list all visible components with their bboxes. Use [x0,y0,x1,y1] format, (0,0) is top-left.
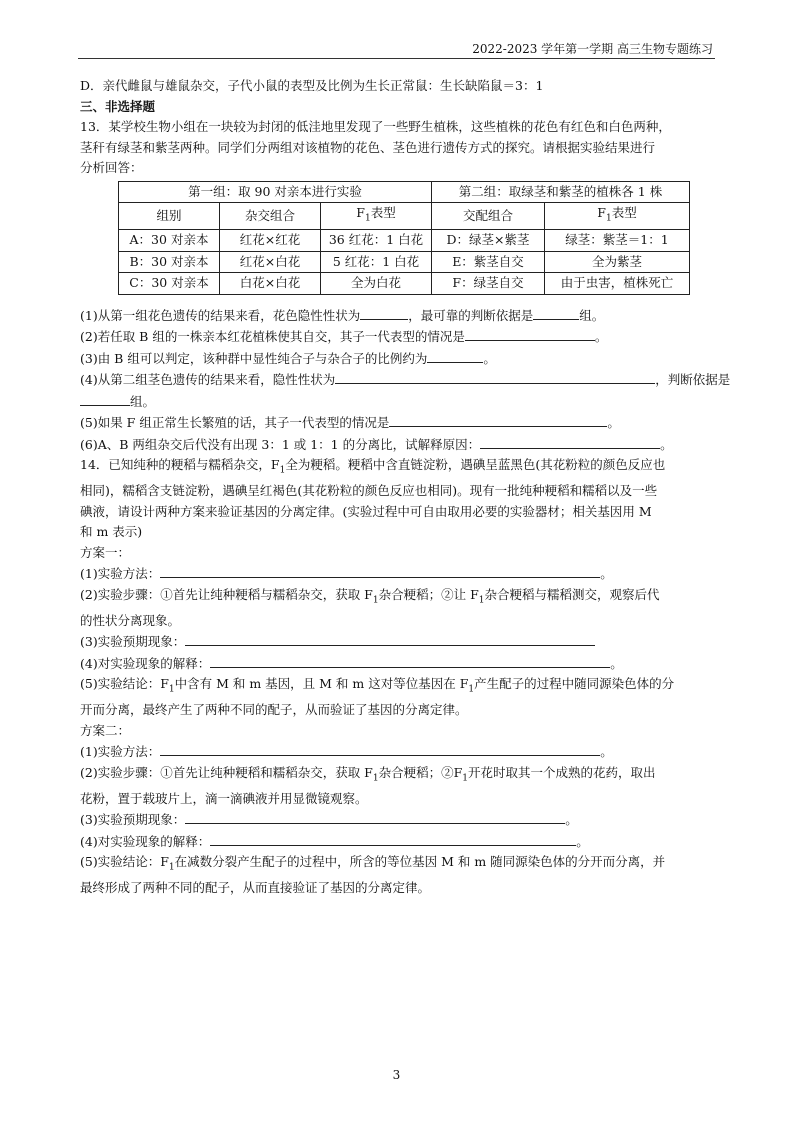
cell-cross: 红花×白花 [220,251,321,273]
answer-blank[interactable] [465,326,595,341]
answer-blank[interactable] [427,348,483,363]
plan1-steps-2: 的性状分离现象。 [80,612,181,628]
col-cross: 杂交组合 [220,203,321,230]
q13-intro-3: 分析回答： [80,160,143,175]
answer-blank[interactable] [480,434,660,449]
answer-blank[interactable] [210,831,576,846]
plan2-expect: (3)实验预期现象： 。 [80,809,720,831]
group2-title: 第二组：取绿茎和紫茎的植株各 1 株 [432,181,690,203]
cell-f1b: 由于虫害，植株死亡 [545,273,690,295]
q13-intro-2: 茎秆有绿茎和紫茎两种。同学们分两组对该植物的花色、茎色进行遗传方式的探究。请根据实验结果进行 [80,139,656,155]
answer-blank[interactable] [533,305,579,320]
plan2-conclusion-2: 最终形成了两种不同的配子，从而直接验证了基因的分离定律。 [80,880,431,895]
col-pair: 交配组合 [432,203,545,230]
section-title: 三、非选择题 [80,98,156,114]
table-row [119,230,690,252]
cell-f1b: 绿茎：紫茎＝1：1 [545,230,690,252]
cell-cross: 红花×红花 [220,230,321,252]
answer-blank[interactable] [210,653,610,668]
q13-intro-1: 13．某学校生物小组在一块较为封闭的低洼地里发现了一些野生植株，这些植株的花色有红色和白色两种， [80,119,671,134]
group1-title: 第一组：取 90 对亲本进行实验 [119,181,432,203]
plan1-conclusion-1: (5)实验结论：$F_1$中含有 M 和 m 基因，且 M 和 m 这对等位基因在 $F_1$产生配子的过程中随同源染色体的分 [80,676,675,695]
q13-part-2: (2)若任取 B 组的一株亲本红花植株使其自交，其子一代表型的情况是 。 [80,326,720,348]
q13-part-4: (4)从第二组茎色遗传的结果来看，隐性性状为 ，判断依据是 [80,369,720,391]
cell-group: C：30 对亲本 [119,273,220,295]
answer-blank[interactable] [185,809,565,824]
plan2-method: (1)实验方法： 。 [80,741,720,763]
plan2-title: 方案二： [80,722,131,738]
plan1-steps-1: (2)实验步骤：①首先让纯种粳稻与糯稻杂交，获取 $F_1$杂合粳稻；②让 $F_1$杂合粳稻与糯稻测交，观察后代 [80,586,660,605]
answer-blank[interactable] [335,369,655,384]
cell-f1: 5 红花：1 白花 [321,251,432,273]
answer-blank[interactable] [389,412,607,427]
answer-blank[interactable] [80,391,130,406]
q14-intro-1: 14．已知纯种的粳稻与糯稻杂交，$F_1$全为粳稻。粳稻中含直链淀粉，遇碘呈蓝黑色(其花粉粒的颜色反应也 [80,457,666,476]
cell-pair: F：绿茎自交 [432,273,545,295]
q13-part-4-cont: 组。 [80,391,720,413]
cell-f1: 36 红花：1 白花 [321,230,432,252]
document-body [80,76,731,899]
page-number: 3 [392,1068,401,1082]
col-f1b: $F_1$表型 [545,203,690,230]
plan1-title: 方案一： [80,544,131,560]
option-d: D．亲代雌鼠与雄鼠杂交，子代小鼠的表型及比例为生长正常鼠：生长缺陷鼠＝3：1 [80,78,544,93]
cell-group: B：30 对亲本 [119,251,220,273]
cell-f1b: 全为紫茎 [545,251,690,273]
q13-part-5: (5)如果 F 组正常生长繁殖的话，其子一代表型的情况是 。 [80,412,720,434]
cell-pair: D：绿茎×紫茎 [432,230,545,252]
plan2-conclusion-1: (5)实验结论：$F_1$在减数分裂产生配子的过程中，所含的等位基因 M 和 m 随同源染色体的分开而分离，并 [80,854,666,873]
q14-intro-3: 碘液，请设计两种方案来验证基因的分离定律。(实验过程中可自由取用必要的实验器材；相关基因用 M [80,503,652,519]
cell-cross: 白花×白花 [220,273,321,295]
plan2-explain: (4)对实验现象的解释： 。 [80,831,720,853]
plan1-conclusion-2: 开而分离，最终产生了两种不同的配子，从而验证了基因的分离定律。 [80,702,468,717]
table-row [119,251,690,273]
answer-blank[interactable] [360,305,408,320]
cell-f1: 全为白花 [321,273,432,295]
header-rule [78,58,715,59]
cell-pair: E：紫茎自交 [432,251,545,273]
col-group: 组别 [119,203,220,230]
q13-part-6: (6)A、B 两组杂交后代没有出现 3：1 或 1：1 的分离比，试解释原因： 。 [80,434,720,456]
answer-blank[interactable] [185,631,595,646]
table-column-header-row [119,203,690,230]
plan1-method: (1)实验方法： 。 [80,563,720,585]
plan1-expect: (3)实验预期现象： [80,631,720,653]
q14-intro-2: 相同)，糯稻含支链淀粉，遇碘呈红褐色(其花粉粒的颜色反应也相同)。现有一批纯种粳稻和糯稻以及一些 [80,483,658,498]
page-header: 2022-2023 学年第一学期 高三生物专题练习 [472,42,713,56]
plan2-steps-1: (2)实验步骤：①首先让纯种粳稻和糯稻杂交，获取 $F_1$杂合粳稻；$②F_1$开花时取其一个成熟的花药，取出 [80,764,656,783]
table-row [119,273,690,295]
q13-part-1: (1)从第一组花色遗传的结果来看，花色隐性性状为 ，最可靠的判断依据是 组。 [80,305,720,327]
table-group-header-row [119,181,690,203]
q14-intro-4: 和 m 表示) [80,524,143,539]
plan2-steps-2: 花粉，置于载玻片上，滴一滴碘液并用显微镜观察。 [80,790,368,806]
q13-part-3: (3)由 B 组可以判定，该种群中显性纯合子与杂合子的比例约为 。 [80,348,720,370]
plan1-explain: (4)对实验现象的解释： 。 [80,653,720,675]
col-f1: $F_1$表型 [321,203,432,230]
answer-blank[interactable] [160,741,600,756]
experiment-table [118,181,690,295]
cell-group: A：30 对亲本 [119,230,220,252]
answer-blank[interactable] [160,563,600,578]
